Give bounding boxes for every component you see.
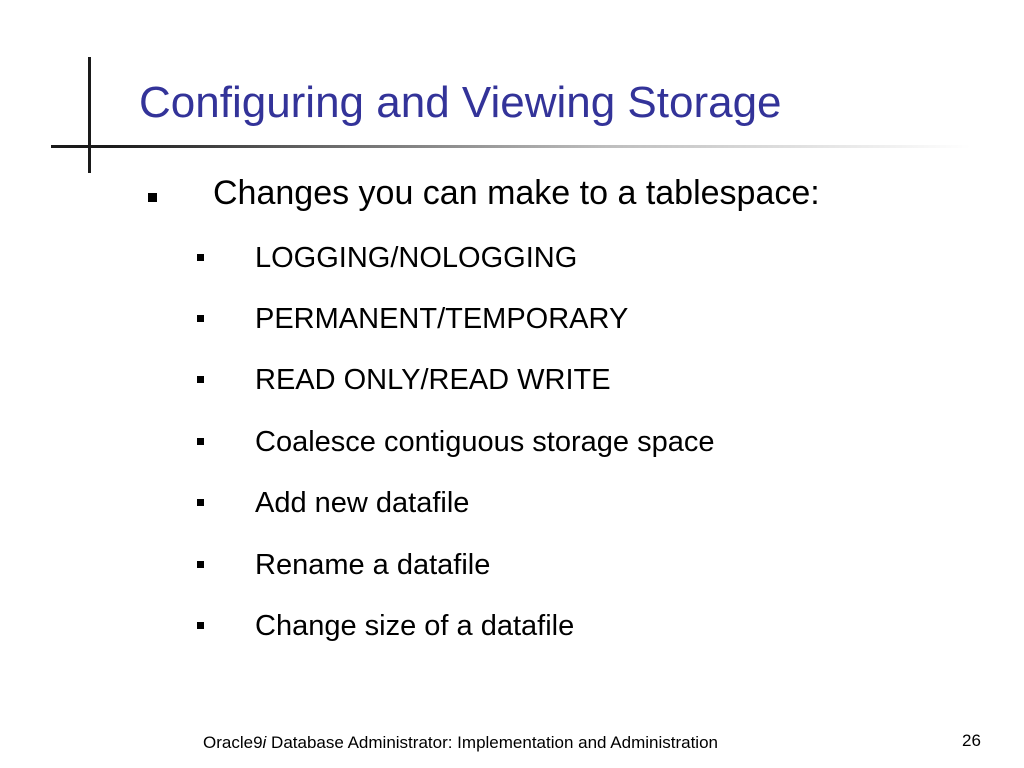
bullet-square-icon xyxy=(197,254,204,261)
footer-product: Oracle9 xyxy=(203,733,263,752)
sub-bullet-text: Coalesce contiguous storage space xyxy=(255,426,715,458)
bullet-square-icon xyxy=(197,315,204,322)
slide-title: Configuring and Viewing Storage xyxy=(139,78,782,127)
bullet-square-icon xyxy=(197,499,204,506)
bullet-square-icon xyxy=(197,561,204,568)
sub-bullet-text: LOGGING/NOLOGGING xyxy=(255,242,578,274)
bullet-square-icon xyxy=(148,193,157,202)
footer-course: Database Administrator: Implementation and Administration xyxy=(266,733,718,752)
decorative-horizontal-rule xyxy=(51,145,971,148)
bullet-square-icon xyxy=(197,622,204,629)
page-number: 26 xyxy=(962,731,981,750)
decorative-vertical-rule xyxy=(88,57,91,173)
bullet-square-icon xyxy=(197,438,204,445)
bullet-square-icon xyxy=(197,376,204,383)
sub-bullet-text: READ ONLY/READ WRITE xyxy=(255,364,611,396)
slide-footer xyxy=(203,732,718,754)
sub-bullet-text: PERMANENT/TEMPORARY xyxy=(255,303,629,335)
sub-bullet-text: Add new datafile xyxy=(255,487,470,519)
main-bullet-text: Changes you can make to a tablespace: xyxy=(213,174,820,212)
sub-bullet-text: Change size of a datafile xyxy=(255,610,575,642)
sub-bullet-text: Rename a datafile xyxy=(255,549,491,581)
footer-product-suffix: i xyxy=(262,733,267,752)
